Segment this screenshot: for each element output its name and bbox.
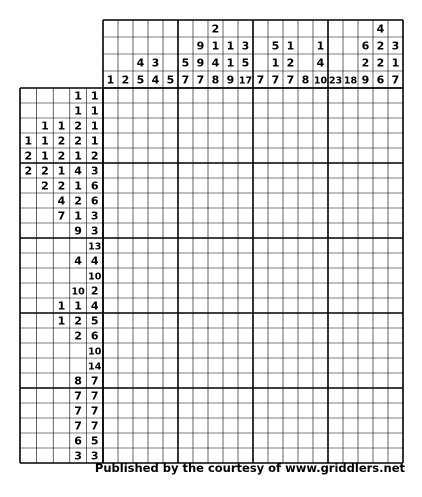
row-clue-number: 7 [74,404,82,418]
column-clue-number: 1 [286,39,295,53]
credit-text: Published by the courtesy of www.griddlers.net [94,461,405,475]
row-clue-number: 1 [90,119,99,133]
column-clue-number: 2 [286,56,295,70]
row-clue-number: 1 [74,179,82,193]
row-clue-number: 7 [90,374,99,388]
row-clue-number: 2 [57,149,66,163]
column-clue-number: 7 [196,73,205,87]
row-clue-number: 2 [90,284,99,298]
column-clues-area [103,20,403,88]
row-clue-number: 1 [90,89,99,103]
row-clue-number: 1 [74,299,82,313]
column-clue-number: 2 [121,73,130,87]
row-clue-number: 10 [88,346,102,358]
row-clue-number: 7 [90,404,99,418]
row-clue-number: 4 [74,164,82,178]
row-clue-number: 6 [90,329,99,343]
column-clue-number: 2 [361,56,370,70]
column-clue-number: 3 [241,39,250,53]
row-clue-number: 1 [74,209,82,223]
row-clue-number: 3 [90,209,99,223]
column-clue-number: 5 [271,39,280,53]
column-clue-number: 7 [391,73,400,87]
column-clue-number: 8 [211,73,220,87]
row-clue-number: 4 [57,194,66,208]
row-clue-number: 7 [74,419,82,433]
row-clue-number: 2 [74,329,82,343]
column-clue-number: 4 [376,22,385,36]
column-clue-number: 18 [343,75,358,87]
row-clue-number: 7 [90,389,99,403]
column-clue-number: 1 [211,39,220,53]
column-clue-number: 7 [256,73,265,87]
column-clue-number: 7 [271,73,280,87]
row-clue-number: 2 [41,164,49,178]
row-clue-number: 6 [74,434,82,448]
column-clue-number: 1 [391,56,400,70]
row-clue-number: 6 [90,179,99,193]
row-clue-number: 2 [74,194,82,208]
column-clue-number: 9 [196,56,205,70]
column-clue-number: 3 [151,56,160,70]
row-clue-number: 3 [90,449,99,463]
row-clue-number: 1 [90,134,99,148]
column-clue-number: 8 [301,73,310,87]
column-clue-number: 7 [181,73,190,87]
column-clue-number: 23 [328,75,343,87]
row-clue-number: 2 [90,149,99,163]
column-clue-number: 5 [136,73,145,87]
row-clue-number: 2 [41,179,49,193]
column-clue-number: 2 [376,39,385,53]
column-clue-number: 3 [391,39,400,53]
row-clue-number: 6 [90,194,99,208]
row-clue-number: 2 [74,134,82,148]
column-clue-number: 1 [106,73,115,87]
row-clue-number: 3 [74,449,82,463]
column-clue-number: 17 [238,75,253,87]
row-clue-number: 4 [74,254,82,268]
row-clue-number: 5 [90,434,99,448]
row-clue-number: 14 [88,361,102,373]
row-clue-number: 4 [90,254,99,268]
row-clue-number: 2 [24,149,33,163]
row-clue-number: 2 [24,164,33,178]
row-clue-number: 3 [90,164,99,178]
column-clue-number: 5 [166,73,175,87]
row-clue-number: 1 [41,134,49,148]
column-clue-number: 7 [286,73,295,87]
row-clue-number: 1 [24,134,33,148]
row-clue-number: 2 [57,134,66,148]
row-clue-number: 1 [74,149,82,163]
column-clue-number: 10 [313,75,328,87]
row-clue-number: 7 [90,419,99,433]
row-clue-number: 1 [57,314,66,328]
row-clue-number: 1 [57,164,66,178]
column-clue-number: 6 [361,39,370,53]
column-clue-number: 2 [211,22,220,36]
row-clue-number: 13 [88,241,102,253]
row-clue-number: 3 [90,224,99,238]
column-clue-number: 1 [316,39,325,53]
column-clue-number: 9 [196,39,205,53]
row-clues-area [20,88,103,463]
row-clue-number: 1 [90,104,99,118]
row-clue-number: 10 [71,286,85,298]
column-clue-number: 2 [376,56,385,70]
row-clue-number: 2 [74,314,82,328]
row-clue-number: 1 [74,104,82,118]
row-clue-number: 1 [57,119,66,133]
column-clue-number: 1 [271,56,280,70]
row-clue-number: 1 [41,119,49,133]
row-clue-number: 4 [90,299,99,313]
column-clue-number: 4 [136,56,145,70]
column-clue-number: 5 [241,56,250,70]
row-clue-number: 5 [90,314,99,328]
row-clue-number: 2 [57,179,66,193]
column-clue-number: 1 [226,56,235,70]
column-clue-number: 1 [226,39,235,53]
row-clue-number: 1 [74,89,82,103]
row-clue-number: 2 [74,119,82,133]
column-clue-number: 5 [181,56,190,70]
column-clue-number: 4 [151,73,160,87]
row-clue-number: 1 [57,299,66,313]
row-clue-number: 7 [74,389,82,403]
column-clue-number: 9 [226,73,235,87]
puzzle-grid[interactable] [103,88,403,463]
row-clue-number: 1 [41,149,49,163]
row-clue-number: 9 [74,224,82,238]
column-clue-number: 9 [361,73,370,87]
row-clue-number: 10 [88,271,102,283]
row-clue-number: 7 [57,209,66,223]
column-clue-number: 4 [316,56,325,70]
row-clue-number: 8 [74,374,82,388]
column-clue-number: 4 [211,56,220,70]
column-clue-number: 6 [376,73,385,87]
